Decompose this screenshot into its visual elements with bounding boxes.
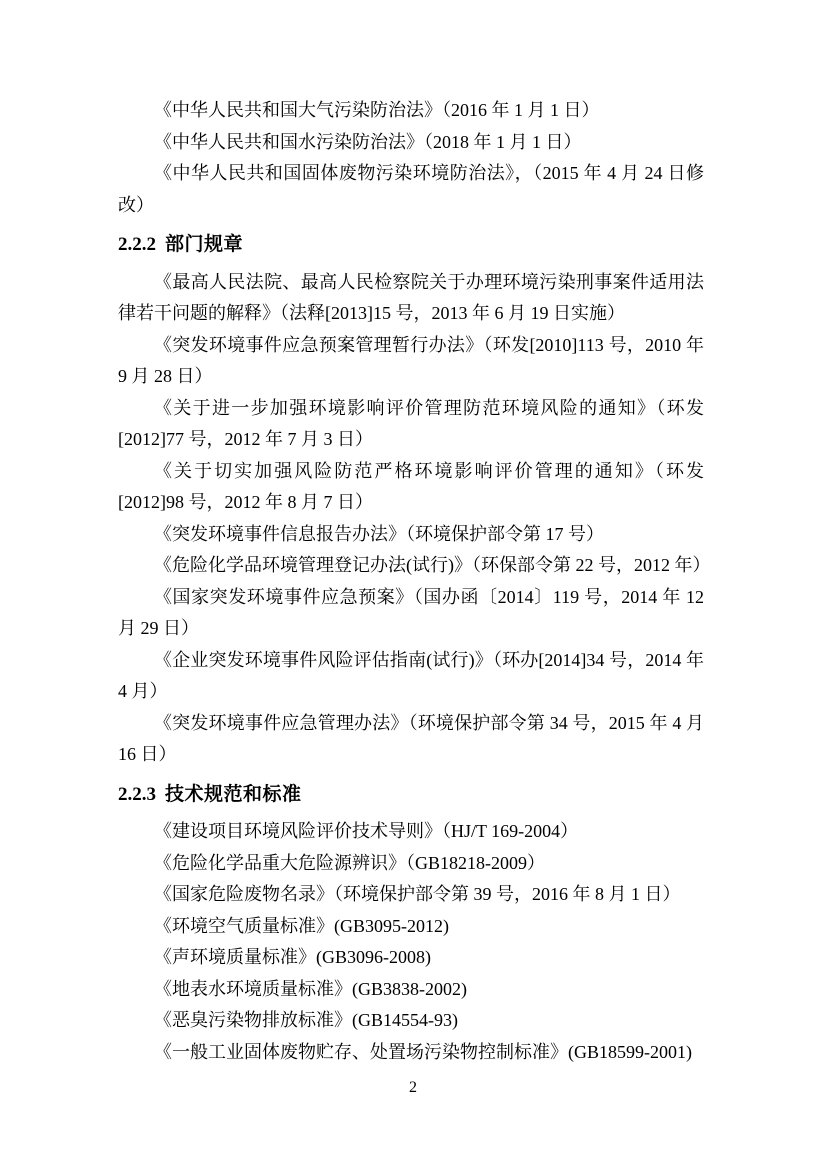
standard-item: 《一般工业固体废物贮存、处置场污染物控制标准》(GB18599-2001): [154, 1041, 692, 1062]
standard-item: 《声环境质量标准》(GB3096-2008): [154, 947, 431, 967]
section-title: 部门规章: [165, 234, 244, 255]
regulation-item: 《企业突发环境事件风险评估指南(试行)》（环办[2014]34 号，2014 年 4 月）: [118, 649, 704, 701]
standard-item: 《国家危险废物名录》（环境保护部令第 39 号，2016 年 8 月 1 日）: [154, 884, 681, 904]
law-item: 《中华人民共和国水污染防治法》（2018 年 1 月 1 日）: [154, 131, 582, 152]
section-heading-departmental-rules: [118, 229, 704, 261]
regulation-item: 《国家突发环境事件应急预案》（国办函〔2014〕119 号，2014 年 12 月 29 日）: [118, 586, 704, 638]
section-heading-technical-standards: [118, 779, 704, 811]
standard-item: 《地表水环境质量标准》(GB3838-2002): [154, 978, 467, 999]
page-footer: [0, 1078, 826, 1098]
page-number: 2: [409, 1079, 417, 1096]
section-number: 2.2.2: [118, 234, 156, 255]
regulation-item: 《突发环境事件应急预案管理暂行办法》（环发[2010]113 号，2010 年 9 月 28 日）: [118, 334, 704, 386]
document-body: [118, 95, 711, 1068]
regulation-item: 《危险化学品环境管理登记办法(试行)》（环保部令第 22 号，2012 年）: [154, 555, 711, 575]
standard-item: 《环境空气质量标准》(GB3095-2012): [154, 915, 449, 936]
law-item: 《中华人民共和国大气污染防治法》（2016 年 1 月 1 日）: [154, 100, 600, 120]
standard-item: 《危险化学品重大危险源辨识》（GB18218-2009）: [154, 852, 545, 873]
standard-item: 《恶臭污染物排放标准》(GB14554-93): [154, 1010, 458, 1030]
standard-item: 《建设项目环境风险评价技术导则》（HJ/T 169-2004）: [154, 821, 579, 841]
section-number: 2.2.3: [118, 783, 156, 805]
section-title: 技术规范和标准: [165, 783, 302, 805]
regulation-item: 《最高人民法院、最高人民检察院关于办理环境污染刑事案件适用法律若干问题的解释》（法释[2013]15 号，2013 年 6 月 19 日实施）: [118, 271, 704, 323]
regulation-item: 《突发环境事件信息报告办法》（环境保护部令第 17 号）: [154, 523, 604, 544]
regulation-item: 《突发环境事件应急管理办法》（环境保护部令第 34 号，2015 年 4 月 16 日）: [118, 712, 704, 764]
law-item: 《中华人民共和国固体废物污染环境防治法》，（2015 年 4 月 24 日修改）: [118, 163, 704, 215]
regulation-item: 《关于切实加强风险防范严格环境影响评价管理的通知》（环发[2012]98 号，2012 年 8 月 7 日）: [118, 460, 704, 512]
regulation-item: 《关于进一步加强环境影响评价管理防范环境风险的通知》（环发[2012]77 号，2012 年 7 月 3 日）: [118, 397, 704, 449]
